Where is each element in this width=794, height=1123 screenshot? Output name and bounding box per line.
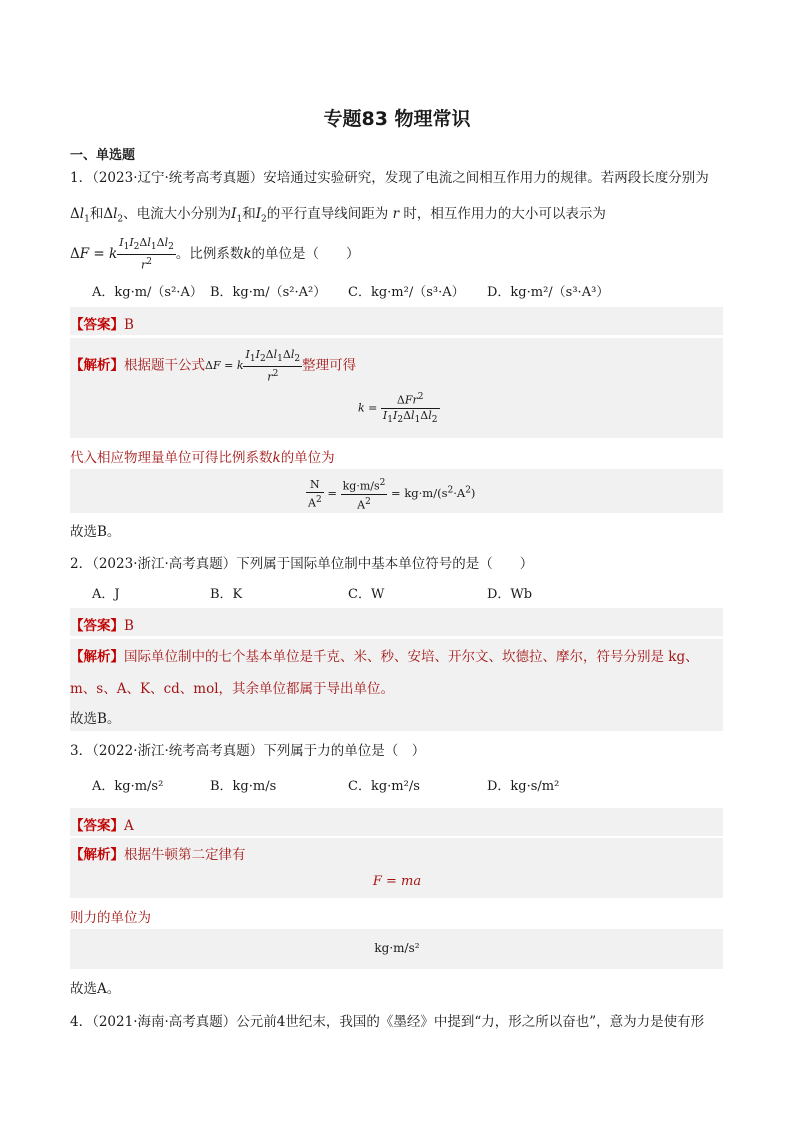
- q2-stem: 2．（2023·浙江·高考真题）下列属于国际单位制中基本单位符号的是（ ）: [70, 556, 534, 572]
- q3-stem: 3．（2022·浙江·统考高考真题）下列属于力的单位是（ ）: [70, 743, 426, 759]
- q1-stem-line2: $\Delta l_1$和$\Delta l_2$、电流大小分别为$I_1$和$I_2$的平行直导线间距为 r 时，相互作用力的大小可以表示为: [70, 206, 606, 225]
- q3-option-b: B．kg·m/s: [210, 779, 277, 794]
- page-title: 专题83 物理常识: [323, 108, 471, 130]
- q2-option-d: D．Wb: [487, 587, 533, 602]
- q1-answer: 【答案】B: [70, 317, 134, 333]
- i1: I: [231, 206, 237, 222]
- q3-analysis-line2: 则力的单位为: [70, 910, 151, 926]
- newton-formula: F = ma: [372, 874, 422, 889]
- q2-answer: 【答案】B: [70, 618, 134, 634]
- q1-analysis-line2: 代入相应物理量单位可得比例系数k的单位为: [70, 450, 335, 466]
- i2: I: [255, 206, 262, 222]
- q1-option-d: D．kg·m²/（s³·A³）: [487, 285, 610, 300]
- section-heading: 一、单选题: [70, 148, 136, 163]
- q2-option-c: C．W: [348, 587, 385, 602]
- q1-stem-line1: 1．（2023·辽宁·统考高考真题）安培通过实验研究，发现了电流之间相互作用力的规律。若两段长度分别为: [70, 170, 709, 186]
- q2-analysis-line1: 【解析】国际单位制中的七个基本单位是千克、米、秒、安培、开尔文、坎德拉、摩尔，符号分别是 kg、: [70, 649, 699, 665]
- unit-derivation: $\frac{N}{A^2}$ = $\frac{kg\cdot m/s^2}{A^2}$ = $kg\cdot m/(s^2\cdot A^2)$: [308, 477, 476, 512]
- q1-answer-bg: [70, 307, 723, 335]
- delta-l2: $\Delta l_2$: [103, 206, 124, 225]
- q1-option-c: C．kg·m²/（s³·A）: [348, 285, 465, 300]
- q1-option-a: A．kg·m/（s²·A）: [92, 285, 203, 300]
- force-formula: ΔF = k $\frac{I_1I_2\Delta l_1\Delta l_2}{r^2}$: [70, 236, 174, 272]
- q3-option-a: A．kg·m/s²: [92, 779, 164, 794]
- q3-analysis-line1: 【解析】根据牛顿第二定律有: [70, 847, 246, 863]
- q1-conclusion: 故选B。: [70, 524, 121, 540]
- q3-answer: 【答案】A: [70, 818, 134, 834]
- q3-option-c: C．kg·m²/s: [348, 779, 420, 794]
- q2-answer-bg: [70, 608, 723, 636]
- q2-conclusion: 故选B。: [70, 711, 121, 727]
- q1-stem-line3: ΔF = k $\frac{I_1I_2\Delta l_1\Delta l_2}{r^2}$ 。比例系数k的单位是（ ）: [70, 236, 360, 272]
- delta-l1: $\Delta l_1$: [70, 206, 90, 225]
- q4-stem-line1: 4．（2021·海南·高考真题）公元前4世纪末，我国的《墨经》中提到“力，形之所以奋也”，意为力是使有形: [70, 1014, 705, 1030]
- q3-option-d: D．kg·s/m²: [487, 779, 560, 794]
- q2-analysis-line2: m、s、A、K、cd、mol，其余单位都属于导出单位。: [70, 681, 395, 697]
- q1-option-b: B．kg·m/（s²·A²）: [210, 285, 327, 300]
- q2-option-b: B．K: [210, 587, 243, 602]
- q1-analysis-line1: 【解析】根据题干公式ΔF = k $\frac{I_1I_2\Delta l_1\Delta l_2}{r^2}$ 整理可得: [70, 348, 357, 384]
- force-unit: kg·m/s²: [374, 941, 420, 955]
- q2-option-a: A．J: [92, 587, 120, 602]
- q3-answer-bg: [70, 808, 723, 836]
- q3-conclusion: 故选A。: [70, 981, 121, 997]
- k-formula: k = $\frac{\Delta Fr^2}{I_1I_2\Delta l_1\Delta l_2}$: [358, 392, 438, 425]
- r-symbol: r: [388, 206, 404, 222]
